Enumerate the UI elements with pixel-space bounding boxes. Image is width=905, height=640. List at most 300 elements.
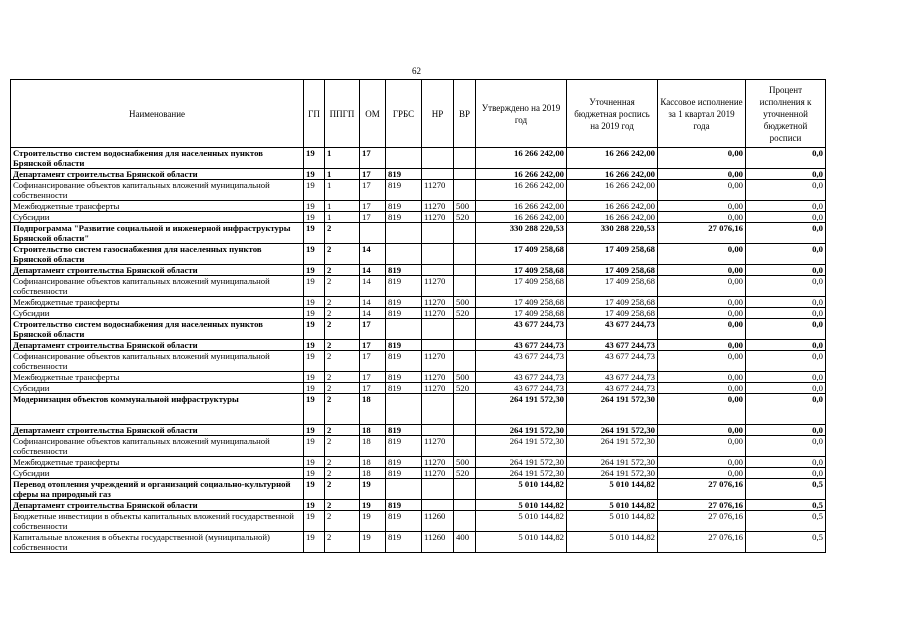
table-row	[11, 276, 826, 297]
row-gp-cell: 19	[304, 169, 325, 180]
row-vr-cell: 500	[454, 201, 476, 212]
row-ppgp-cell: 2	[325, 436, 360, 457]
row-ppgp-cell: 1	[325, 180, 360, 201]
row-percent-cell: 0,0	[746, 425, 826, 436]
row-percent-cell: 0,0	[746, 265, 826, 276]
row-om-cell: 18	[360, 457, 386, 468]
row-np-cell: 11270	[422, 308, 454, 319]
row-grbs-cell: 819	[386, 201, 422, 212]
row-approved-cell: 17 409 258,68	[476, 308, 567, 319]
table-row	[11, 223, 826, 244]
row-grbs-cell	[386, 148, 422, 169]
row-om-cell: 19	[360, 532, 386, 553]
table-row	[11, 436, 826, 457]
row-gp-cell: 19	[304, 276, 325, 297]
row-percent-cell: 0,0	[746, 244, 826, 265]
table-row	[11, 479, 826, 500]
row-om-cell: 17	[360, 148, 386, 169]
row-om-cell: 14	[360, 276, 386, 297]
row-om-cell: 18	[360, 394, 386, 425]
row-refined-cell: 16 266 242,00	[567, 180, 658, 201]
row-approved-cell: 5 010 144,82	[476, 511, 567, 532]
row-gp-cell: 19	[304, 425, 325, 436]
row-ppgp-cell: 2	[325, 500, 360, 511]
row-ppgp-cell: 2	[325, 372, 360, 383]
row-grbs-cell: 819	[386, 372, 422, 383]
row-name-cell: Строительство систем водоснабжения для населенных пунктов Брянской области	[11, 148, 304, 169]
row-refined-cell: 43 677 244,73	[567, 372, 658, 383]
row-gp-cell: 19	[304, 340, 325, 351]
row-om-cell: 19	[360, 500, 386, 511]
row-om-cell: 17	[360, 372, 386, 383]
row-ppgp-cell: 2	[325, 425, 360, 436]
row-gp-cell: 19	[304, 457, 325, 468]
row-refined-cell: 264 191 572,30	[567, 457, 658, 468]
table-header-row	[11, 80, 826, 148]
row-refined-cell: 264 191 572,30	[567, 468, 658, 479]
row-percent-cell: 0,0	[746, 436, 826, 457]
row-percent-cell: 0,0	[746, 351, 826, 372]
row-approved-cell: 43 677 244,73	[476, 319, 567, 340]
table-row	[11, 180, 826, 201]
row-cash-cell: 0,00	[658, 457, 746, 468]
row-om-cell: 19	[360, 511, 386, 532]
row-grbs-cell	[386, 223, 422, 244]
table-row	[11, 308, 826, 319]
row-approved-cell: 17 409 258,68	[476, 276, 567, 297]
row-percent-cell: 0,0	[746, 201, 826, 212]
row-np-cell: 11260	[422, 511, 454, 532]
row-vr-cell: 520	[454, 308, 476, 319]
row-om-cell: 17	[360, 319, 386, 340]
page-number: 62	[412, 66, 421, 76]
row-refined-cell: 17 409 258,68	[567, 308, 658, 319]
row-vr-cell: 520	[454, 212, 476, 223]
row-percent-cell: 0,5	[746, 511, 826, 532]
row-percent-cell: 0,0	[746, 276, 826, 297]
row-vr-cell	[454, 276, 476, 297]
row-approved-cell: 5 010 144,82	[476, 532, 567, 553]
row-grbs-cell: 819	[386, 212, 422, 223]
row-approved-cell: 264 191 572,30	[476, 457, 567, 468]
row-name-cell: Департамент строительства Брянской области	[11, 425, 304, 436]
row-approved-cell: 264 191 572,30	[476, 436, 567, 457]
row-approved-cell: 264 191 572,30	[476, 468, 567, 479]
table-row	[11, 212, 826, 223]
row-approved-cell: 5 010 144,82	[476, 479, 567, 500]
row-grbs-cell: 819	[386, 180, 422, 201]
row-refined-cell: 330 288 220,53	[567, 223, 658, 244]
row-refined-cell: 16 266 242,00	[567, 169, 658, 180]
row-percent-cell: 0,0	[746, 468, 826, 479]
row-name-cell: Департамент строительства Брянской области	[11, 169, 304, 180]
row-refined-cell: 43 677 244,73	[567, 351, 658, 372]
row-np-cell	[422, 319, 454, 340]
row-vr-cell	[454, 394, 476, 425]
row-om-cell: 17	[360, 180, 386, 201]
row-refined-cell: 17 409 258,68	[567, 244, 658, 265]
row-ppgp-cell: 2	[325, 479, 360, 500]
row-ppgp-cell: 1	[325, 169, 360, 180]
row-name-cell: Межбюджетные трансферты	[11, 457, 304, 468]
row-cash-cell: 0,00	[658, 468, 746, 479]
row-om-cell: 14	[360, 297, 386, 308]
row-refined-cell: 5 010 144,82	[567, 479, 658, 500]
row-vr-cell	[454, 319, 476, 340]
row-gp-cell: 19	[304, 468, 325, 479]
row-om-cell: 19	[360, 479, 386, 500]
col-approved-header: Утверждено на 2019 год	[476, 80, 567, 148]
row-refined-cell: 16 266 242,00	[567, 212, 658, 223]
row-refined-cell: 5 010 144,82	[567, 511, 658, 532]
row-approved-cell: 43 677 244,73	[476, 372, 567, 383]
row-vr-cell	[454, 511, 476, 532]
row-name-cell: Софинансирование объектов капитальных вложений муниципальной собственности	[11, 436, 304, 457]
row-vr-cell	[454, 244, 476, 265]
row-np-cell: 11270	[422, 180, 454, 201]
row-approved-cell: 330 288 220,53	[476, 223, 567, 244]
row-vr-cell: 500	[454, 297, 476, 308]
row-np-cell	[422, 148, 454, 169]
row-approved-cell: 43 677 244,73	[476, 351, 567, 372]
row-np-cell: 11270	[422, 436, 454, 457]
row-gp-cell: 19	[304, 212, 325, 223]
table-row	[11, 351, 826, 372]
row-ppgp-cell: 2	[325, 532, 360, 553]
row-grbs-cell	[386, 394, 422, 425]
row-om-cell: 14	[360, 244, 386, 265]
row-cash-cell: 0,00	[658, 148, 746, 169]
row-cash-cell: 0,00	[658, 276, 746, 297]
row-grbs-cell: 819	[386, 169, 422, 180]
row-name-cell: Межбюджетные трансферты	[11, 201, 304, 212]
row-refined-cell: 264 191 572,30	[567, 425, 658, 436]
row-vr-cell	[454, 169, 476, 180]
col-refined-header: Уточненная бюджетная роспись на 2019 год	[567, 80, 658, 148]
col-name-header: Наименование	[11, 80, 304, 148]
row-np-cell: 11270	[422, 383, 454, 394]
row-cash-cell: 0,00	[658, 425, 746, 436]
row-ppgp-cell: 2	[325, 319, 360, 340]
row-percent-cell: 0,0	[746, 308, 826, 319]
row-om-cell: 17	[360, 351, 386, 372]
row-om-cell: 18	[360, 436, 386, 457]
row-om-cell: 17	[360, 169, 386, 180]
row-cash-cell: 0,00	[658, 308, 746, 319]
row-percent-cell: 0,0	[746, 212, 826, 223]
row-np-cell	[422, 265, 454, 276]
row-cash-cell: 0,00	[658, 340, 746, 351]
row-percent-cell: 0,0	[746, 372, 826, 383]
row-grbs-cell: 819	[386, 500, 422, 511]
row-refined-cell: 43 677 244,73	[567, 340, 658, 351]
row-ppgp-cell: 2	[325, 468, 360, 479]
row-approved-cell: 17 409 258,68	[476, 244, 567, 265]
row-approved-cell: 17 409 258,68	[476, 297, 567, 308]
table-row	[11, 532, 826, 553]
row-gp-cell: 19	[304, 383, 325, 394]
row-approved-cell: 17 409 258,68	[476, 265, 567, 276]
row-ppgp-cell: 2	[325, 383, 360, 394]
row-gp-cell: 19	[304, 436, 325, 457]
row-grbs-cell: 819	[386, 265, 422, 276]
row-name-cell: Перевод отопления учреждений и организаций социально-культурной сферы на природный газ	[11, 479, 304, 500]
row-name-cell: Строительство систем газоснабжения для населенных пунктов Брянской области	[11, 244, 304, 265]
row-name-cell: Департамент строительства Брянской области	[11, 340, 304, 351]
row-ppgp-cell: 2	[325, 340, 360, 351]
budget-table	[10, 79, 826, 553]
row-grbs-cell: 819	[386, 383, 422, 394]
row-vr-cell	[454, 340, 476, 351]
row-refined-cell: 17 409 258,68	[567, 265, 658, 276]
row-name-cell: Модернизация объектов коммунальной инфраструктуры	[11, 394, 304, 425]
row-approved-cell: 16 266 242,00	[476, 180, 567, 201]
row-approved-cell: 43 677 244,73	[476, 340, 567, 351]
row-cash-cell: 0,00	[658, 319, 746, 340]
row-gp-cell: 19	[304, 500, 325, 511]
row-percent-cell: 0,0	[746, 340, 826, 351]
row-vr-cell	[454, 265, 476, 276]
row-refined-cell: 5 010 144,82	[567, 532, 658, 553]
table-row	[11, 244, 826, 265]
row-np-cell	[422, 244, 454, 265]
row-cash-cell: 0,00	[658, 180, 746, 201]
col-percent-header: Процент исполнения к уточненной бюджетной росписи	[746, 80, 826, 148]
row-ppgp-cell: 1	[325, 212, 360, 223]
row-ppgp-cell: 2	[325, 457, 360, 468]
row-np-cell: 11260	[422, 532, 454, 553]
row-grbs-cell	[386, 319, 422, 340]
row-gp-cell: 19	[304, 180, 325, 201]
row-ppgp-cell: 2	[325, 297, 360, 308]
row-refined-cell: 43 677 244,73	[567, 383, 658, 394]
row-gp-cell: 19	[304, 511, 325, 532]
row-cash-cell: 0,00	[658, 297, 746, 308]
row-name-cell: Бюджетные инвестиции в объекты капитальных вложений государственной собственности	[11, 511, 304, 532]
row-ppgp-cell: 2	[325, 308, 360, 319]
row-gp-cell: 19	[304, 201, 325, 212]
row-gp-cell: 19	[304, 394, 325, 425]
row-refined-cell: 264 191 572,30	[567, 436, 658, 457]
row-om-cell: 17	[360, 201, 386, 212]
col-vr-header: ВР	[454, 80, 476, 148]
row-percent-cell: 0,0	[746, 223, 826, 244]
row-refined-cell: 5 010 144,82	[567, 500, 658, 511]
row-np-cell: 11270	[422, 201, 454, 212]
row-name-cell: Подпрограмма "Развитие социальной и инженерной инфраструктуры Брянской области"	[11, 223, 304, 244]
row-cash-cell: 27 076,16	[658, 479, 746, 500]
row-gp-cell: 19	[304, 532, 325, 553]
row-grbs-cell: 819	[386, 468, 422, 479]
row-gp-cell: 19	[304, 148, 325, 169]
row-grbs-cell: 819	[386, 340, 422, 351]
row-np-cell: 11270	[422, 276, 454, 297]
row-grbs-cell: 819	[386, 425, 422, 436]
row-vr-cell	[454, 425, 476, 436]
row-gp-cell: 19	[304, 223, 325, 244]
row-om-cell: 18	[360, 468, 386, 479]
row-cash-cell: 0,00	[658, 351, 746, 372]
row-refined-cell: 17 409 258,68	[567, 297, 658, 308]
row-percent-cell: 0,0	[746, 297, 826, 308]
row-gp-cell: 19	[304, 351, 325, 372]
row-name-cell: Межбюджетные трансферты	[11, 372, 304, 383]
row-om-cell: 14	[360, 265, 386, 276]
row-refined-cell: 43 677 244,73	[567, 319, 658, 340]
row-ppgp-cell: 2	[325, 223, 360, 244]
col-np-header: НР	[422, 80, 454, 148]
table-row	[11, 394, 826, 425]
row-approved-cell: 16 266 242,00	[476, 169, 567, 180]
row-np-cell	[422, 479, 454, 500]
row-percent-cell: 0,5	[746, 479, 826, 500]
row-grbs-cell	[386, 479, 422, 500]
row-om-cell	[360, 223, 386, 244]
row-np-cell: 11270	[422, 468, 454, 479]
table-row	[11, 500, 826, 511]
row-np-cell: 11270	[422, 351, 454, 372]
row-percent-cell: 0,5	[746, 532, 826, 553]
row-cash-cell: 0,00	[658, 212, 746, 223]
row-om-cell: 17	[360, 383, 386, 394]
row-approved-cell: 16 266 242,00	[476, 212, 567, 223]
row-vr-cell	[454, 223, 476, 244]
row-grbs-cell: 819	[386, 351, 422, 372]
row-grbs-cell: 819	[386, 511, 422, 532]
row-refined-cell: 17 409 258,68	[567, 276, 658, 297]
row-grbs-cell: 819	[386, 457, 422, 468]
row-refined-cell: 16 266 242,00	[567, 148, 658, 169]
row-om-cell: 18	[360, 425, 386, 436]
row-cash-cell: 27 076,16	[658, 532, 746, 553]
row-percent-cell: 0,0	[746, 148, 826, 169]
row-gp-cell: 19	[304, 244, 325, 265]
row-gp-cell: 19	[304, 297, 325, 308]
row-grbs-cell: 819	[386, 276, 422, 297]
table-row	[11, 265, 826, 276]
row-cash-cell: 0,00	[658, 436, 746, 457]
col-grbs-header: ГРБС	[386, 80, 422, 148]
row-name-cell: Софинансирование объектов капитальных вложений муниципальной собственности	[11, 351, 304, 372]
row-gp-cell: 19	[304, 479, 325, 500]
row-approved-cell: 16 266 242,00	[476, 201, 567, 212]
row-refined-cell: 264 191 572,30	[567, 394, 658, 425]
row-cash-cell: 0,00	[658, 383, 746, 394]
row-ppgp-cell: 2	[325, 511, 360, 532]
row-approved-cell: 5 010 144,82	[476, 500, 567, 511]
row-name-cell: Софинансирование объектов капитальных вложений муниципальной собственности	[11, 180, 304, 201]
row-cash-cell: 0,00	[658, 394, 746, 425]
table-row	[11, 340, 826, 351]
row-grbs-cell	[386, 244, 422, 265]
table-row	[11, 457, 826, 468]
row-np-cell	[422, 223, 454, 244]
table-row	[11, 169, 826, 180]
row-cash-cell: 0,00	[658, 244, 746, 265]
row-np-cell	[422, 500, 454, 511]
row-name-cell: Межбюджетные трансферты	[11, 297, 304, 308]
col-om-header: ОМ	[360, 80, 386, 148]
row-cash-cell: 27 076,16	[658, 223, 746, 244]
row-cash-cell: 27 076,16	[658, 511, 746, 532]
row-cash-cell: 27 076,16	[658, 500, 746, 511]
table-row	[11, 297, 826, 308]
row-vr-cell	[454, 148, 476, 169]
row-ppgp-cell: 1	[325, 201, 360, 212]
row-np-cell	[422, 169, 454, 180]
row-approved-cell: 16 266 242,00	[476, 148, 567, 169]
row-percent-cell: 0,0	[746, 319, 826, 340]
row-name-cell: Субсидии	[11, 308, 304, 319]
row-vr-cell: 520	[454, 468, 476, 479]
row-ppgp-cell: 1	[325, 148, 360, 169]
row-percent-cell: 0,0	[746, 180, 826, 201]
row-vr-cell: 520	[454, 383, 476, 394]
row-approved-cell: 264 191 572,30	[476, 394, 567, 425]
row-name-cell: Субсидии	[11, 468, 304, 479]
col-gp-header: ГП	[304, 80, 325, 148]
row-name-cell: Капитальные вложения в объекты государственной (муниципальной) собственности	[11, 532, 304, 553]
row-percent-cell: 0,0	[746, 383, 826, 394]
row-name-cell: Департамент строительства Брянской области	[11, 500, 304, 511]
row-vr-cell	[454, 500, 476, 511]
row-percent-cell: 0,5	[746, 500, 826, 511]
row-name-cell: Софинансирование объектов капитальных вложений муниципальной собственности	[11, 276, 304, 297]
row-cash-cell: 0,00	[658, 169, 746, 180]
table-row	[11, 511, 826, 532]
row-om-cell: 17	[360, 212, 386, 223]
row-percent-cell: 0,0	[746, 169, 826, 180]
row-grbs-cell: 819	[386, 436, 422, 457]
row-vr-cell: 500	[454, 372, 476, 383]
table-row	[11, 372, 826, 383]
row-om-cell: 17	[360, 340, 386, 351]
row-ppgp-cell: 2	[325, 265, 360, 276]
row-grbs-cell: 819	[386, 532, 422, 553]
row-ppgp-cell: 2	[325, 276, 360, 297]
row-np-cell: 11270	[422, 297, 454, 308]
row-cash-cell: 0,00	[658, 201, 746, 212]
table-row	[11, 425, 826, 436]
row-ppgp-cell: 2	[325, 244, 360, 265]
row-vr-cell: 500	[454, 457, 476, 468]
row-grbs-cell: 819	[386, 308, 422, 319]
table-row	[11, 383, 826, 394]
row-approved-cell: 43 677 244,73	[476, 383, 567, 394]
row-np-cell	[422, 394, 454, 425]
row-om-cell: 14	[360, 308, 386, 319]
table-row	[11, 148, 826, 169]
row-percent-cell: 0,0	[746, 457, 826, 468]
row-approved-cell: 264 191 572,30	[476, 425, 567, 436]
table-row	[11, 468, 826, 479]
row-vr-cell: 400	[454, 532, 476, 553]
row-percent-cell: 0,0	[746, 394, 826, 425]
row-ppgp-cell: 2	[325, 394, 360, 425]
row-gp-cell: 19	[304, 372, 325, 383]
row-name-cell: Строительство систем водоснабжения для населенных пунктов Брянской области	[11, 319, 304, 340]
row-refined-cell: 16 266 242,00	[567, 201, 658, 212]
row-ppgp-cell: 2	[325, 351, 360, 372]
row-name-cell: Субсидии	[11, 212, 304, 223]
row-np-cell	[422, 340, 454, 351]
row-gp-cell: 19	[304, 265, 325, 276]
row-name-cell: Субсидии	[11, 383, 304, 394]
row-gp-cell: 19	[304, 308, 325, 319]
row-vr-cell	[454, 436, 476, 457]
row-np-cell: 11270	[422, 212, 454, 223]
row-grbs-cell: 819	[386, 297, 422, 308]
